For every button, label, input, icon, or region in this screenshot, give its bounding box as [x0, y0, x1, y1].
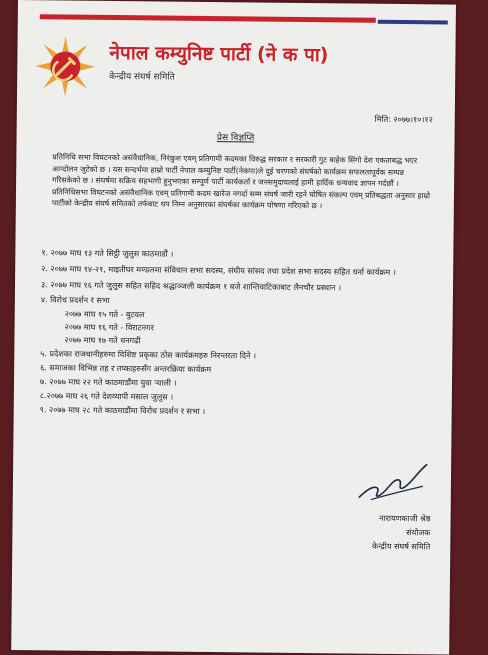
program-item [41, 263, 435, 279]
program-subitem: २०७७ माघ १७ गते धनगढी [64, 335, 141, 346]
party-emblem-icon [33, 34, 98, 99]
program-item-text: ८.२०७७ माघ २६ गते देशव्यापी मसाल जुलुस । [39, 391, 174, 402]
program-item-text: २. २०७७ माघ १४-२१, माइतीघर मण्डलमा संविधान सभा सदस्य, संघीय सांसद तथा प्रदेश सभा सदस्य सहित धर्ना कार्यक्रम । [41, 264, 396, 277]
letter-page [11, 0, 456, 655]
signatory-role: संयोजक [406, 528, 431, 538]
program-item [41, 247, 435, 263]
signatory-committee: केन्द्रीय संघर्ष समिति [371, 541, 431, 552]
program-item-text: ५. प्रदेशका राजधानीहरुमा विशिष्ट प्रकृका ठोस कार्यक्रमहरु निरन्तरता दिने । [40, 349, 257, 361]
program-subitem: २०७७ माघ १५ गते - बुटवल [64, 309, 145, 320]
org-heading [109, 41, 409, 85]
program-list [40, 247, 436, 420]
signatory-name: नारायणकाजी श्रेष्ठ [379, 513, 431, 524]
org-title: नेपाल कम्युनिष्ट पार्टी (ने क पा) [109, 41, 329, 67]
program-item [40, 294, 435, 349]
program-item [40, 404, 434, 420]
program-item-text: ६. समाजका विभिन्न तह र तप्काहरुसँग अन्तरक्रिया कार्यक्रम [40, 363, 212, 375]
program-subitem: २०७७ माघ १६ गते - विराटनगर [64, 322, 154, 333]
press-release-heading: प्रेस विज्ञप्ति [216, 133, 255, 144]
program-item-text: ४. विरोध प्रदर्शन र सभा [40, 295, 110, 305]
letterhead-red-band [40, 14, 376, 23]
letterhead-blue-band [378, 20, 448, 25]
program-item-text: ९. २०७७ माघ २८ गते काठमाडौंमा विरोध प्रदर्शन र सभा । [39, 405, 206, 416]
body-text: प्रतिनिधि सभा विघटनको असंवैधानिक, निरंकुश एवम् प्रतिगामी कदमका विरुद्ध सरकार र सरकारी गुट बाहेक सिंगो देश एकताबद्ध भएर आन्दोलन जुटेको छ । यस सन्दर्भमा हाम्रो पार्टी नेपाल कम्युनिष्ट पार्टी(नेकपा)ले दुई चरणको संघर्षको कार्यक्रम सफलतापूर्वक सम्पन्न गरिसकेको छ । संघर्षमा सक्रिय सहभागी हुनुभएका सम्पूर्ण पार्टी कार्यकर्ता र जनसमुदायलाई हामी हार्दिक धन्यवाद ज्ञापन गर्दछौं । प्रतिनिधिसभा विघटनको असंवैधानिक एवम् प्रतिगामी कदम खारेज नगर्दा सम्म संघर्ष जारी रहने घोषित संकल्प एवम् प्रतिबद्धता अनुसार हाम्रो पार्टीको केन्द्रीय संघर्ष समितको तर्फबाट थप निम्न अनुसारका संघर्षका कार्यक्रम घोषणा गरिएको छ । [51, 152, 431, 211]
program-item-text: १. २०७७ माघ १३ गते सिट्ठी जुलुस काठमाडौं । [41, 248, 174, 259]
handwritten-signature [353, 456, 434, 507]
letter-date: मिति: २०७७।१०।१२ [374, 114, 433, 125]
program-item-text: ७. २०७७ माघ २२ गते काठमाडौंमा युवा ऱ्याली । [39, 377, 177, 388]
org-subtitle: केन्द्रीय संघर्ष समिति [109, 71, 175, 83]
program-item [41, 279, 435, 295]
signature-block [372, 512, 431, 555]
body-paragraph [52, 151, 433, 213]
program-item-text: ३. २०७७ माघ १६ गते जुलुस सहित सहिद श्रद्धाञ्जली कार्यक्रम १ बजे शान्तिवाटिकाबाट लैनचौर प्रस्थान । [40, 280, 342, 293]
